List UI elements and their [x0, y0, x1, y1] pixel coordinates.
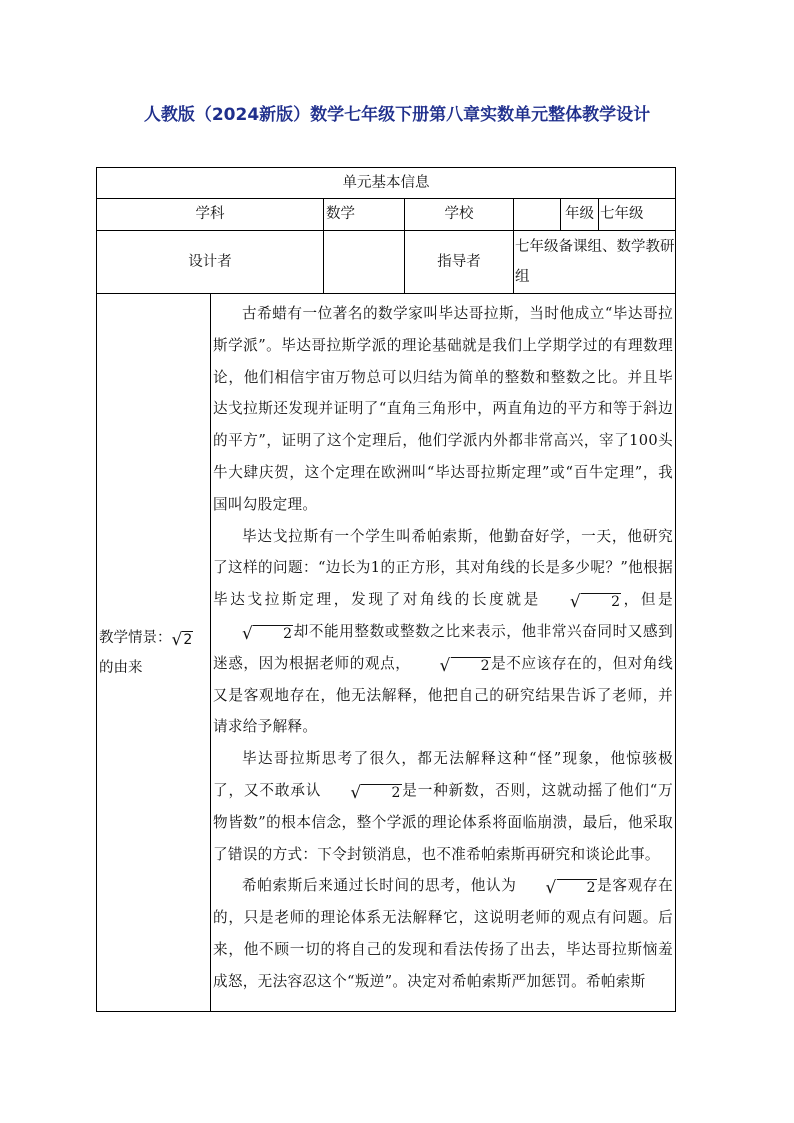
subject-label: 学科 [97, 199, 324, 231]
sqrt-symbol: √ 2 [350, 782, 401, 803]
situation-label [97, 294, 211, 1012]
paragraph-1: 古希蜡有一位著名的数学家叫毕达哥拉斯，当时他成立“毕达哥拉斯学派”。毕达哥拉斯学派的理论基础就是我们上学期学过的有理数理论，他们相信宇宙万物总可以归结为简单的整数和整数之比。并且毕达戈拉斯还发现并证明了“直角三角形中，两直角边的平方和等于斜边的平方”，证明了这个定理后，他们学派内外都非常高兴，宰了100头牛大肆庆贺，这个定理在欧洲叫“毕达哥拉斯定理”或“百牛定理”，我国叫勾股定理。 [213, 305, 674, 513]
sqrt-symbol: √ 2 [569, 592, 621, 613]
subject-value: 数学 [324, 199, 405, 231]
document-title: 人教版（2024新版）数学七年级下册第八章实数单元整体教学设计 [143, 105, 651, 125]
school-value [514, 199, 561, 231]
situation-label-suffix: 的由来 [99, 659, 143, 676]
sqrt-symbol: √ 2 [242, 623, 293, 644]
unit-info-table [96, 167, 676, 1012]
paragraph-2: 毕达戈拉斯有一个学生叫希帕索斯，他勤奋好学，一天，他研究了这样的问题：“边长为1的正方形，其对角线的长是多少呢？”他根据毕达戈拉斯定理，发现了对角线的长度就是 √ 2 ，但是 √ 2 却不能用整数或整数之比来表示，他非常兴奋同时又感到迷惑，因为根据老师的观点， √ 2 是不应该存在的，但对角线又是客观地存在，他无法解释，他把自己的研究结果告诉了老师，并请求给予解释。 [213, 527, 674, 736]
situation-label-text: 教学情景： [99, 629, 172, 646]
narrative-cell [211, 294, 676, 1012]
advisor-label: 指导者 [405, 231, 514, 294]
grade-value: 七年级 [599, 199, 676, 231]
grade-label: 年级 [561, 199, 599, 231]
designer-value [324, 231, 405, 294]
advisor-value: 七年级备课组、数学教研组 [514, 231, 676, 294]
sqrt-symbol: √ 2 [171, 629, 193, 650]
paragraph-4: 希帕索斯后来通过长时间的思考，他认为 √ 2 是客观存在的，只是老师的理论体系无法解释它，这说明老师的观点有问题。后来，他不顾一切的将自己的发现和看法传扬了出去，毕达哥拉斯恼羞成怒，无法容忍这个“叛逆”。决定对希帕索斯严加惩罚。希帕索斯 [213, 877, 674, 990]
school-label: 学校 [405, 199, 514, 231]
sqrt-symbol: √ 2 [545, 878, 596, 899]
designer-label: 设计者 [97, 231, 324, 294]
sqrt-symbol: √ 2 [439, 655, 490, 676]
paragraph-3: 毕达哥拉斯思考了很久，都无法解释这种“怪”现象，他惊骇极了，又不敢承认 √ 2 是一种新数，否则，这就动摇了他们“万物皆数”的根本信念，整个学派的理论体系将面临崩溃，最后，他采取了错误的方式：下令封锁消息，也不准希帕索斯再研究和谈论此事。 [213, 750, 674, 863]
table-header: 单元基本信息 [97, 168, 676, 199]
